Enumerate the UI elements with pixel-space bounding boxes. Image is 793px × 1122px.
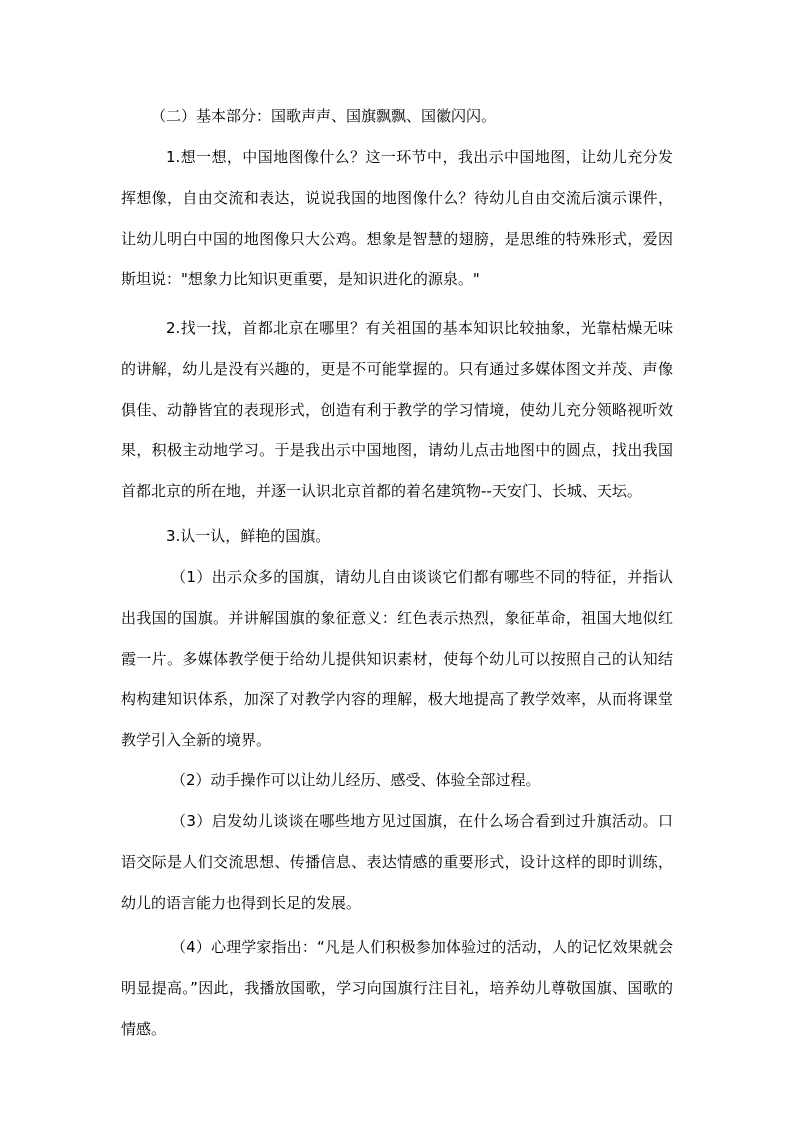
paragraph-flag-item-1: （1）出示众多的国旗，请幼儿自由谈谈它们都有哪些不同的特征，并指认出我国的国旗。并讲解国旗的象征意义：红色表示热烈，象征革命，祖国大地似红霞一片。多媒体教学便于给幼儿提供知识素材，使每个幼儿可以按照自己的认知结构构建知识体系，加深了对教学内容的理解，极大地提高了教学效率，从而将课堂教学引入全新的境界。 xyxy=(121,568,673,750)
paragraph-recognize-flag: 3.认一认，鲜艳的国旗。 xyxy=(166,527,331,545)
section-heading: （二）基本部分：国歌声声、国旗飘飘、国徽闪闪。 xyxy=(151,107,497,125)
paragraph-flag-item-3: （3）启发幼儿谈谈在哪些地方见过国旗，在什么场合看到过升旗活动。口语交际是人们交流思想、传播信息、表达情感的重要形式，设计这样的即时训练，幼儿的语言能力也得到长足的发展。 xyxy=(121,812,673,912)
paragraph-flag-item-2: （2）动手操作可以让幼儿经历、感受、体验全部过程。 xyxy=(171,771,541,789)
paragraph-flag-item-4: （4）心理学家指出：“凡是人们积极参加体验过的活动，人的记忆效果就会明显提高。”因此，我播放国歌，学习向国旗行注目礼，培养幼儿尊敬国旗、国歌的情感。 xyxy=(121,938,673,1038)
paragraph-imagine-map: 1.想一想，中国地图像什么？这一环节中，我出示中国地图，让幼儿充分发挥想像，自由交流和表达，说说我国的地图像什么？待幼儿自由交流后演示课件，让幼儿明白中国的地图像只大公鸡。想象是智慧的翅膀，是思维的特殊形式，爱因斯坦说："想象力比知识更重要，是知识进化的源泉。" xyxy=(121,148,673,289)
paragraph-find-beijing: 2.找一找，首都北京在哪里？有关祖国的基本知识比较抽象，光靠枯燥无味的讲解，幼儿是没有兴趣的，更是不可能掌握的。只有通过多媒体图文并茂、声像俱佳、动静皆宜的表现形式，创造有利于教学的学习情境，使幼儿充分领略视听效果，积极主动地学习。于是我出示中国地图，请幼儿点击地图中的圆点，找出我国首都北京的所在地，并逐一认识北京首都的着名建筑物--天安门、长城、天坛。 xyxy=(121,319,673,501)
